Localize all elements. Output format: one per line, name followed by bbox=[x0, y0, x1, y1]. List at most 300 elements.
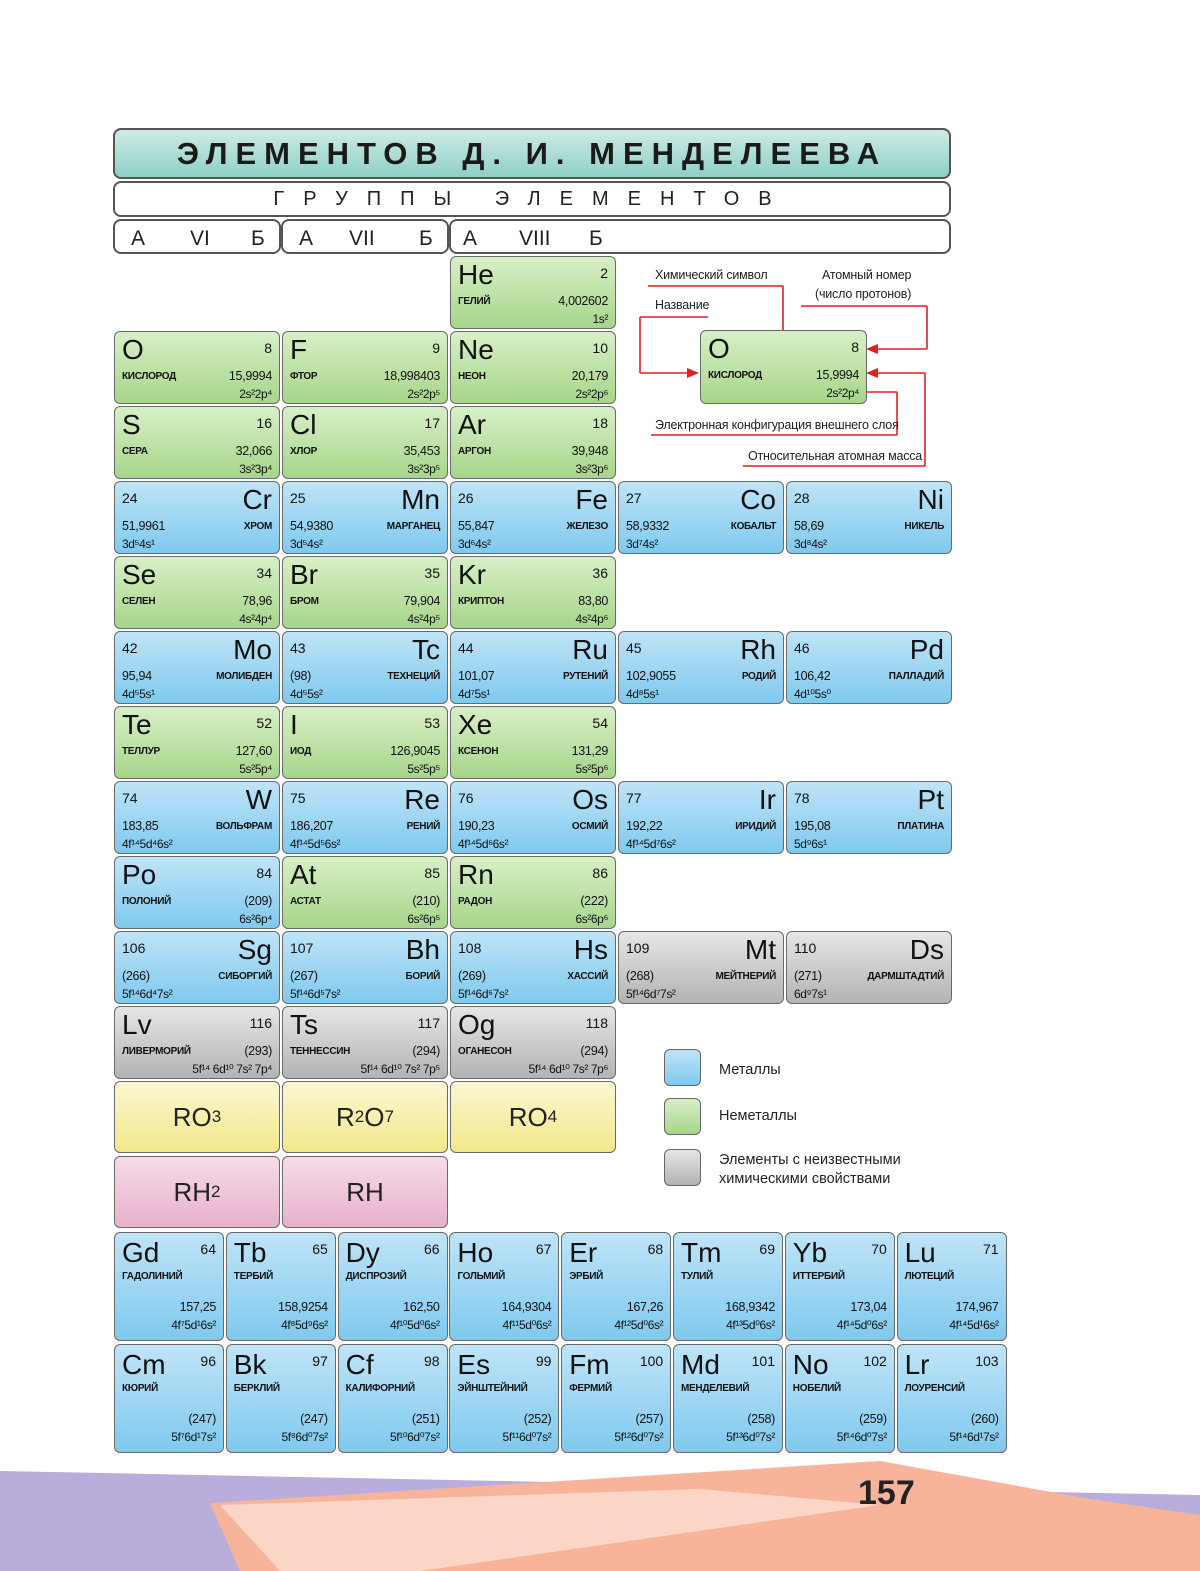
element-name: МЕЙТНЕРИЙ bbox=[715, 971, 776, 982]
electron-config: 3d⁸4s² bbox=[794, 537, 827, 551]
element-cell-yb bbox=[785, 1232, 895, 1341]
atomic-mass: (210) bbox=[412, 894, 440, 908]
electron-config: 5f¹⁴6d⁵7s² bbox=[290, 987, 341, 1001]
legend-unknown-swatch bbox=[664, 1149, 701, 1186]
electron-config: 5f¹⁴ 6d¹⁰ 7s² 7p⁵ bbox=[360, 1062, 440, 1076]
page-number: 157 bbox=[858, 1474, 915, 1512]
element-cell-mo bbox=[114, 631, 280, 704]
atomic-mass: 131,29 bbox=[571, 744, 608, 758]
element-symbol: Co bbox=[740, 484, 776, 515]
atomic-mass: 102,9055 bbox=[626, 669, 676, 683]
atomic-mass: (266) bbox=[122, 969, 150, 983]
atomic-number: 25 bbox=[290, 490, 306, 506]
element-name: ХРОМ bbox=[243, 521, 272, 532]
electron-config: 3d⁶4s² bbox=[458, 537, 491, 551]
atomic-number: 84 bbox=[256, 865, 272, 881]
element-cell-hs bbox=[450, 931, 616, 1004]
element-cell-tm bbox=[673, 1232, 783, 1341]
element-cell-tb bbox=[226, 1232, 336, 1341]
electron-config: 4f¹⁴5d¹6s² bbox=[949, 1318, 999, 1332]
atomic-mass: 101,07 bbox=[458, 669, 495, 683]
element-symbol: Pd bbox=[909, 634, 944, 665]
electron-config: 4d⁵5s¹ bbox=[122, 687, 155, 701]
atomic-number: 8 bbox=[264, 340, 272, 356]
element-cell-cf bbox=[338, 1344, 448, 1453]
element-symbol: Tc bbox=[412, 634, 440, 665]
oxide-formula-vi bbox=[114, 1081, 280, 1153]
element-symbol: At bbox=[290, 859, 317, 890]
atomic-mass: (251) bbox=[411, 1412, 440, 1426]
electron-config: 4s²4p⁵ bbox=[407, 612, 440, 626]
atomic-number: 43 bbox=[290, 640, 306, 656]
element-symbol: Cm bbox=[122, 1349, 166, 1380]
atomic-number: 64 bbox=[200, 1241, 216, 1257]
element-symbol: Ne bbox=[458, 334, 494, 365]
atomic-mass: 164,9304 bbox=[501, 1300, 552, 1314]
element-symbol: Fm bbox=[569, 1349, 610, 1380]
element-name: КИСЛОРОД bbox=[122, 371, 176, 382]
electron-config: 2s²2p⁴ bbox=[239, 387, 272, 401]
element-cell-lu bbox=[897, 1232, 1007, 1341]
electron-config: 5f¹¹6d⁰7s² bbox=[502, 1430, 552, 1444]
element-name: ВОЛЬФРАМ bbox=[215, 821, 272, 832]
element-symbol: Md bbox=[681, 1349, 720, 1380]
atomic-number: 70 bbox=[871, 1241, 887, 1257]
atomic-mass: (258) bbox=[747, 1412, 775, 1426]
hydride-formula-vii bbox=[282, 1156, 448, 1228]
element-cell-mt bbox=[618, 931, 784, 1004]
atomic-number: 66 bbox=[424, 1241, 440, 1257]
element-name: ФТОР bbox=[290, 371, 318, 382]
electron-config: 5f¹⁴6d⁰7s² bbox=[836, 1430, 887, 1444]
legend-nonmetals-swatch bbox=[664, 1098, 701, 1135]
atomic-mass: 158,9254 bbox=[278, 1300, 328, 1314]
atomic-mass: (259) bbox=[859, 1412, 887, 1426]
atomic-number: 17 bbox=[424, 415, 440, 431]
atomic-number: 28 bbox=[794, 490, 810, 506]
atomic-mass: 18,998403 bbox=[383, 369, 440, 383]
element-symbol: Bh bbox=[405, 934, 440, 965]
element-cell-lv bbox=[114, 1006, 280, 1079]
element-name: ХАССИЙ bbox=[567, 971, 608, 982]
electron-config: 5f¹⁴6d⁴7s² bbox=[122, 987, 173, 1001]
electron-config: 4f¹⁰5d⁰6s² bbox=[389, 1318, 440, 1332]
element-cell-er bbox=[561, 1232, 671, 1341]
key-name: КИСЛОРОД bbox=[708, 370, 762, 381]
element-cell-es bbox=[449, 1344, 559, 1453]
atomic-mass: 95,94 bbox=[122, 669, 152, 683]
element-name: ОГАНЕСОН bbox=[458, 1046, 512, 1057]
element-name: НЕОН bbox=[458, 371, 486, 382]
atomic-number: 69 bbox=[759, 1241, 775, 1257]
element-name: ЛОУРЕНСИЙ bbox=[904, 1383, 965, 1394]
electron-config: 4d⁷5s¹ bbox=[458, 687, 490, 701]
atomic-number: 77 bbox=[626, 790, 642, 806]
element-name: ЖЕЛЕЗО bbox=[566, 521, 608, 532]
element-cell-ts bbox=[282, 1006, 448, 1079]
atomic-number: 100 bbox=[639, 1353, 664, 1369]
element-symbol: Mo bbox=[233, 634, 272, 665]
atomic-mass: 183,85 bbox=[122, 819, 159, 833]
element-name: ТУЛИЙ bbox=[681, 1271, 713, 1282]
electron-config: 2s²2p⁶ bbox=[575, 387, 608, 401]
element-cell-pd bbox=[786, 631, 952, 704]
atomic-mass: 15,9994 bbox=[228, 369, 272, 383]
element-cell-pt bbox=[786, 781, 952, 854]
atomic-mass: 106,42 bbox=[794, 669, 831, 683]
atomic-mass: (98) bbox=[290, 669, 312, 683]
electron-config: 4f⁸5d⁹6s² bbox=[281, 1318, 328, 1332]
formula-base: RH bbox=[173, 1176, 212, 1207]
atomic-mass: (271) bbox=[794, 969, 822, 983]
key-number: 8 bbox=[851, 339, 859, 355]
formula-subscript: 3 bbox=[211, 1107, 222, 1126]
element-symbol: Br bbox=[290, 559, 318, 590]
element-name: АСТАТ bbox=[290, 896, 321, 907]
element-symbol: Er bbox=[569, 1237, 598, 1268]
atomic-number: 74 bbox=[122, 790, 138, 806]
atomic-number: 76 bbox=[458, 790, 474, 806]
formula-base: RH bbox=[346, 1176, 384, 1207]
subgroup-b-label: Б bbox=[419, 227, 433, 250]
element-name: КРИПТОН bbox=[458, 596, 504, 607]
atomic-mass: 190,23 bbox=[458, 819, 495, 833]
subgroup-a-label: А bbox=[299, 227, 314, 250]
element-symbol: Tm bbox=[681, 1237, 722, 1268]
atomic-mass: (252) bbox=[523, 1412, 552, 1426]
element-cell-mn bbox=[282, 481, 448, 554]
electron-config: 5f¹²6d⁰7s² bbox=[614, 1430, 664, 1444]
atomic-mass: 167,26 bbox=[626, 1300, 664, 1314]
atomic-number: 101 bbox=[751, 1353, 775, 1369]
element-cell-xe bbox=[450, 706, 616, 779]
atomic-number: 36 bbox=[592, 565, 608, 581]
element-name: ГЕЛИЙ bbox=[458, 296, 491, 307]
atomic-mass: (268) bbox=[626, 969, 654, 983]
element-name: БЕРКЛИЙ bbox=[233, 1383, 280, 1394]
element-name: ГОЛЬМИЙ bbox=[457, 1271, 506, 1282]
atomic-mass: 162,50 bbox=[403, 1300, 440, 1314]
atomic-mass: 157,25 bbox=[179, 1300, 216, 1314]
subgroup-a-label: А bbox=[131, 227, 146, 250]
element-symbol: Lv bbox=[122, 1009, 152, 1040]
formula-base: R bbox=[336, 1101, 355, 1132]
atomic-number: 107 bbox=[290, 940, 314, 956]
element-name: ИТТЕРБИЙ bbox=[792, 1271, 845, 1282]
electron-config: 4d⁸5s¹ bbox=[626, 687, 659, 701]
element-symbol: Tb bbox=[233, 1237, 267, 1268]
atomic-number: 117 bbox=[417, 1015, 440, 1031]
element-cell-at bbox=[282, 856, 448, 929]
element-name: ИРИДИЙ bbox=[735, 821, 776, 832]
atomic-mass: 78,96 bbox=[242, 594, 272, 608]
electron-config: 5f¹³6d⁰7s² bbox=[726, 1430, 775, 1444]
legend-nonmetals-label: Неметаллы bbox=[719, 1108, 797, 1124]
element-symbol: Rh bbox=[740, 634, 776, 665]
element-symbol: Mt bbox=[744, 934, 776, 965]
legend-unknown-line2: химическими свойствами bbox=[719, 1171, 891, 1187]
atomic-mass: 51,9961 bbox=[122, 519, 166, 533]
annotation-electron-config: Электронная конфигурация внешнего слоя bbox=[655, 418, 899, 432]
element-name: РАДОН bbox=[458, 896, 493, 907]
element-name: КОБАЛЬТ bbox=[730, 521, 776, 532]
element-name: МАРГАНЕЦ bbox=[386, 521, 440, 532]
element-symbol: Kr bbox=[458, 559, 486, 590]
atomic-number: 67 bbox=[535, 1241, 552, 1257]
element-name: РУТЕНИЙ bbox=[562, 671, 608, 682]
atomic-mass: (247) bbox=[188, 1412, 216, 1426]
element-name: ЭЙНШТЕЙНИЙ bbox=[457, 1383, 528, 1394]
element-symbol: S bbox=[122, 409, 141, 440]
atomic-mass: (267) bbox=[290, 969, 318, 983]
element-symbol: W bbox=[245, 784, 272, 815]
electron-config: 3s²3p⁴ bbox=[239, 462, 272, 476]
groups-header: ГРУППЫ ЭЛЕМЕНТОВ bbox=[113, 181, 951, 217]
element-cell-te bbox=[114, 706, 280, 779]
atomic-number: 98 bbox=[424, 1353, 440, 1369]
electron-config: 5f¹⁴6d¹7s² bbox=[949, 1430, 999, 1444]
formula-base: RO bbox=[172, 1101, 212, 1132]
electron-config: 1s² bbox=[592, 312, 608, 326]
element-symbol: Lr bbox=[904, 1349, 930, 1380]
element-name: ПОЛОНИЙ bbox=[122, 896, 172, 907]
element-name: СЕЛЕН bbox=[122, 596, 156, 607]
table-title: ЭЛЕМЕНТОВ Д. И. МЕНДЕЛЕЕВА bbox=[113, 128, 951, 179]
atomic-number: 116 bbox=[249, 1015, 272, 1031]
atomic-mass: 58,9332 bbox=[626, 519, 670, 533]
element-symbol: Mn bbox=[401, 484, 440, 515]
atomic-mass: 79,904 bbox=[403, 594, 440, 608]
element-symbol: Pt bbox=[917, 784, 944, 815]
hydride-formula-vi bbox=[114, 1156, 280, 1228]
element-name: НИКЕЛЬ bbox=[904, 521, 944, 532]
electron-config: 3d⁵4s² bbox=[290, 537, 323, 551]
element-symbol: Dy bbox=[345, 1237, 380, 1268]
atomic-number: 102 bbox=[863, 1353, 887, 1369]
electron-config: 5f⁸6d⁰7s² bbox=[281, 1430, 328, 1444]
atomic-mass: (260) bbox=[970, 1412, 999, 1426]
atomic-number: 34 bbox=[256, 565, 272, 581]
electron-config: 5f¹⁴6d⁶7s² bbox=[458, 987, 509, 1001]
electron-config: 5d⁹6s¹ bbox=[794, 837, 827, 851]
atomic-mass: 83,80 bbox=[578, 594, 608, 608]
element-symbol: Cr bbox=[242, 484, 272, 515]
annotation-atomic-number: Атомный номер bbox=[822, 268, 912, 282]
electron-config: 5s²5p⁵ bbox=[407, 762, 440, 776]
element-name: ГАДОЛИНИЙ bbox=[122, 1271, 183, 1282]
element-symbol: Cf bbox=[345, 1349, 374, 1380]
element-cell-co bbox=[618, 481, 784, 554]
element-name: АРГОН bbox=[458, 446, 491, 457]
element-symbol: Ds bbox=[909, 934, 944, 965]
element-symbol: Ho bbox=[457, 1237, 494, 1268]
element-cell-ru bbox=[450, 631, 616, 704]
element-symbol: Cl bbox=[290, 409, 317, 440]
electron-config: 6s²6p⁶ bbox=[575, 912, 608, 926]
element-symbol: Bk bbox=[233, 1349, 267, 1380]
element-name: ИОД bbox=[290, 746, 312, 757]
element-name: ДИСПРОЗИЙ bbox=[345, 1271, 407, 1282]
element-symbol: Os bbox=[572, 784, 608, 815]
element-cell-re bbox=[282, 781, 448, 854]
atomic-number: 9 bbox=[432, 340, 440, 356]
key-symbol: O bbox=[708, 333, 730, 364]
atomic-number: 10 bbox=[592, 340, 608, 356]
atomic-mass: 54,9380 bbox=[290, 519, 334, 533]
element-name: ФЕРМИЙ bbox=[569, 1383, 612, 1394]
atomic-mass: 186,207 bbox=[290, 819, 334, 833]
electron-config: 4f¹⁴5d⁵6s² bbox=[290, 837, 341, 851]
legend-unknown-label bbox=[719, 1151, 901, 1189]
element-name: БРОМ bbox=[290, 596, 319, 607]
element-cell-os bbox=[450, 781, 616, 854]
atomic-number: 54 bbox=[592, 715, 608, 731]
atomic-mass: 4,002602 bbox=[558, 294, 608, 308]
atomic-mass: 32,066 bbox=[235, 444, 272, 458]
element-cell-ds bbox=[786, 931, 952, 1004]
atomic-mass: 173,04 bbox=[850, 1300, 887, 1314]
atomic-number: 109 bbox=[626, 940, 650, 956]
element-symbol: Po bbox=[122, 859, 157, 890]
atomic-number: 65 bbox=[312, 1241, 328, 1257]
atomic-mass: 127,60 bbox=[235, 744, 272, 758]
atomic-number: 86 bbox=[592, 865, 608, 881]
electron-config: 5s²5p⁶ bbox=[575, 762, 608, 776]
element-name: ТЕННЕССИН bbox=[290, 1046, 351, 1057]
element-symbol: Rn bbox=[458, 859, 494, 890]
element-symbol: Se bbox=[122, 559, 157, 590]
atomic-mass: (247) bbox=[300, 1412, 328, 1426]
element-name: ЭРБИЙ bbox=[569, 1271, 604, 1282]
element-symbol: Es bbox=[457, 1349, 491, 1380]
element-cell-kr bbox=[450, 556, 616, 629]
atomic-mass: 58,69 bbox=[794, 519, 824, 533]
element-cell-fe bbox=[450, 481, 616, 554]
element-symbol: Ru bbox=[572, 634, 608, 665]
atomic-number: 75 bbox=[290, 790, 306, 806]
atomic-number: 53 bbox=[424, 715, 440, 731]
formula-subscript: 2 bbox=[211, 1182, 221, 1201]
element-symbol: Fe bbox=[575, 484, 608, 515]
element-cell-md bbox=[673, 1344, 783, 1453]
element-cell-dy bbox=[338, 1232, 448, 1341]
subgroup-b-label: Б bbox=[251, 227, 265, 250]
element-name: МЕНДЕЛЕВИЙ bbox=[681, 1383, 750, 1394]
atomic-number: 97 bbox=[312, 1353, 328, 1369]
atomic-number: 16 bbox=[256, 415, 272, 431]
element-cell-fm bbox=[561, 1344, 671, 1453]
element-name: ДАРМШТАДТИЙ bbox=[867, 971, 944, 982]
key-mass: 15,9994 bbox=[815, 368, 859, 382]
formula-subscript: 4 bbox=[547, 1107, 558, 1126]
oxide-formula-viii bbox=[450, 1081, 616, 1153]
element-name: МОЛИБДЕН bbox=[216, 671, 272, 682]
element-name: НОБЕЛИЙ bbox=[792, 1383, 841, 1394]
electron-config: 3d⁵4s¹ bbox=[122, 537, 155, 551]
annotation-atomic-mass: Относительная атомная масса bbox=[748, 449, 923, 463]
annotation-chemical-symbol: Химический символ bbox=[655, 268, 768, 282]
element-symbol: F bbox=[290, 334, 308, 365]
electron-config: 4f¹¹5d⁰6s² bbox=[502, 1318, 552, 1332]
electron-config: 4s²4p⁶ bbox=[575, 612, 608, 626]
annotation-name: Название bbox=[655, 298, 710, 312]
element-cell-ni bbox=[786, 481, 952, 554]
key-element-cell bbox=[700, 330, 867, 404]
formula-subscript: 2 bbox=[354, 1107, 365, 1126]
element-cell-ho bbox=[449, 1232, 559, 1341]
electron-config: 6s²6p⁴ bbox=[239, 912, 272, 926]
subgroup-b-label: Б bbox=[589, 227, 603, 250]
element-cell-tc bbox=[282, 631, 448, 704]
electron-config: 5s²5p⁴ bbox=[239, 762, 272, 776]
atomic-mass: (294) bbox=[580, 1044, 608, 1058]
atomic-mass: 35,453 bbox=[403, 444, 440, 458]
element-symbol: Re bbox=[404, 784, 440, 815]
element-name: ЛЮТЕЦИЙ bbox=[904, 1271, 955, 1282]
group-roman-label: VIII bbox=[519, 227, 551, 250]
electron-config: 4f¹⁴5d⁷6s² bbox=[626, 837, 676, 851]
element-name: ТЕРБИЙ bbox=[233, 1271, 274, 1282]
atomic-number: 52 bbox=[256, 715, 272, 731]
element-cell-w bbox=[114, 781, 280, 854]
element-cell-bk bbox=[226, 1344, 336, 1453]
element-cell-bh bbox=[282, 931, 448, 1004]
atomic-number: 85 bbox=[424, 865, 440, 881]
element-cell-i bbox=[282, 706, 448, 779]
electron-config: 5f⁷6d¹7s² bbox=[171, 1430, 216, 1444]
electron-config: 4d⁵5s² bbox=[290, 687, 323, 701]
oxide-formula-vii bbox=[282, 1081, 448, 1153]
atomic-mass: (269) bbox=[458, 969, 486, 983]
electron-config: 5f¹⁴ 6d¹⁰ 7s² 7p⁴ bbox=[192, 1062, 272, 1076]
electron-config: 4d¹⁰5s⁰ bbox=[794, 687, 831, 701]
atomic-number: 108 bbox=[458, 940, 482, 956]
electron-config: 4s²4p⁴ bbox=[239, 612, 272, 626]
atomic-mass: (209) bbox=[244, 894, 272, 908]
atomic-number: 68 bbox=[647, 1241, 664, 1257]
element-cell-po bbox=[114, 856, 280, 929]
electron-config: 4f¹⁴5d⁶6s² bbox=[458, 837, 509, 851]
element-symbol: Xe bbox=[458, 709, 493, 740]
atomic-number: 118 bbox=[585, 1015, 608, 1031]
element-name: ПЛАТИНА bbox=[897, 821, 944, 832]
electron-config: 6d⁹7s¹ bbox=[794, 987, 827, 1001]
electron-config: 4f¹³5d⁰6s² bbox=[726, 1318, 775, 1332]
element-symbol: Sg bbox=[237, 934, 272, 965]
footer-decoration bbox=[0, 1455, 1200, 1571]
key-annotation-lines bbox=[0, 0, 1200, 480]
electron-config: 2s²2p⁵ bbox=[407, 387, 440, 401]
atomic-number: 18 bbox=[592, 415, 608, 431]
atomic-mass: 55,847 bbox=[458, 519, 495, 533]
element-symbol: Ir bbox=[758, 784, 776, 815]
atomic-mass: 195,08 bbox=[794, 819, 831, 833]
atomic-mass: 168,9342 bbox=[725, 1300, 775, 1314]
electron-config: 4f¹⁴5d⁰6s² bbox=[836, 1318, 887, 1332]
element-symbol: Hs bbox=[573, 934, 608, 965]
element-name: КАЛИФОРНИЙ bbox=[345, 1383, 415, 1394]
atomic-number: 99 bbox=[535, 1353, 552, 1369]
element-cell-ir bbox=[618, 781, 784, 854]
key-config: 2s²2p⁴ bbox=[826, 386, 859, 400]
atomic-number: 27 bbox=[626, 490, 642, 506]
element-name: ТЕХНЕЦИЙ bbox=[387, 671, 440, 682]
annotation-atomic-number-sub: (число протонов) bbox=[815, 287, 912, 301]
atomic-number: 45 bbox=[626, 640, 642, 656]
atomic-number: 96 bbox=[200, 1353, 216, 1369]
element-cell-no bbox=[785, 1344, 895, 1453]
atomic-number: 46 bbox=[794, 640, 810, 656]
